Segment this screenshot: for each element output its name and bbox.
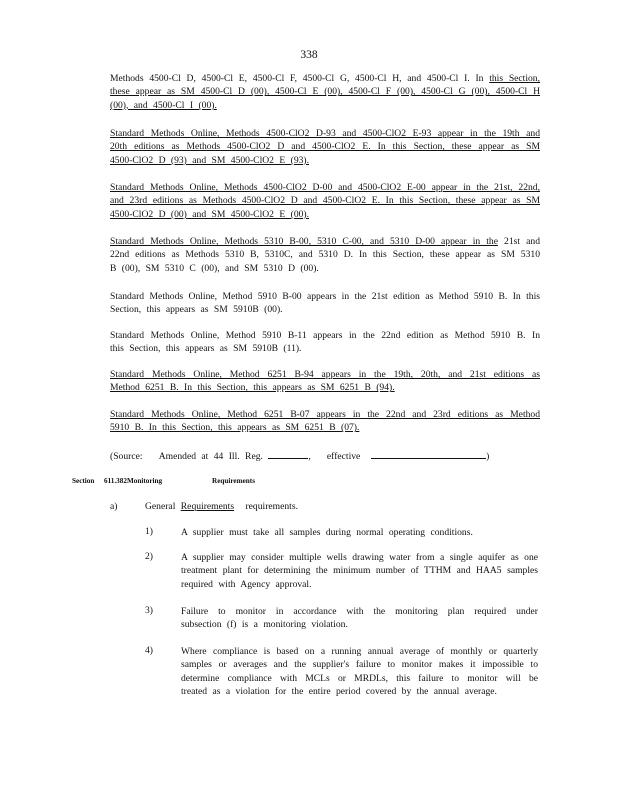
section-heading: [72, 477, 255, 485]
register-blank: [268, 449, 308, 459]
section-title-part2: Requirements: [212, 477, 255, 485]
paragraph-text: Standard Methods Online, Method 5910 B-11 appears in the 22nd edition as Method 5910 B. In this Section, this appears as SM 5910B (11).: [110, 330, 540, 355]
paragraph-5910-00: [110, 290, 540, 317]
item-text: A supplier must take all samples during normal operating conditions.: [181, 527, 473, 538]
paragraph-underlined-text: Standard Methods Online, Methods 4500-ClO2 D-00 and 4500-ClO2 E-00 appear in the 21st, 22nd, and 23rd editions as Methods 4500-ClO2 D and 4500-ClO2 E. In this Section, these appear as SM 4500-ClO2 D (00) and SM 4500-ClO2 E (00).: [110, 182, 540, 220]
section-number-title: [104, 477, 162, 485]
subsection-a-label: a): [110, 501, 118, 512]
subsection-a-underlined: Requirements: [180, 501, 235, 512]
paragraph-underlined-text: Standard Methods Online, Methods 4500-ClO2 D-93 and 4500-ClO2 E-93 appear in the 19th and 20th editions as Methods 4500-ClO2 D and 4500-ClO2 E. In this Section, these appear as SM 4500-ClO2 D (93) and SM 4500-ClO2 E (93).: [110, 128, 540, 166]
source-comma: ,: [308, 451, 311, 462]
paragraph-text: 21st and 22nd editions as Methods 5310 B, 5310C, and 5310 D. In this Section, these appear as SM 5310 B (00), SM 5310 C (00), and SM 5310 D (00).: [110, 236, 540, 274]
source-effective: effective: [326, 451, 361, 462]
item-number: 1): [145, 526, 153, 537]
paragraph-text: Standard Methods Online, Method 5910 B-00 appears in the 21st edition as Method 5910 B. In this Section, this appears as SM 5910B (00).: [110, 291, 540, 316]
effective-date-blank: [371, 449, 486, 459]
section-title-part1: Monitoring: [126, 477, 163, 485]
page-number: 338: [300, 49, 318, 61]
paragraph-5910-11: [110, 329, 540, 356]
item-text: Where compliance is based on a running annual average of monthly or quarterly samples or averages and the supplier's failure to monitor makes it impossible to determine compliance with MCLs or MRDLs, this failure to monitor will be treated as a violation for the entire period covered by the annual average.: [181, 646, 538, 698]
paragraph-5310: [110, 235, 540, 275]
item-text: Failure to monitor in accordance with the monitoring plan required under subsection (f) is a monitoring violation.: [181, 606, 538, 631]
paragraph-underlined-text: Standard Methods Online, Method 6251 B-07 appears in the 22nd and 23rd editions as Method 5910 B. In this Section, this appears as SM 6251 B (07).: [110, 409, 540, 434]
paragraph-text: Methods 4500-Cl D, 4500-Cl E, 4500-Cl F, 4500-Cl G, 4500-Cl H, and 4500-Cl I. In: [110, 73, 490, 84]
paragraph-clo2-93: [110, 127, 540, 167]
item-number: 3): [145, 605, 153, 616]
item-text: A supplier may consider multiple wells drawing water from a single aquifer as one treatment plant for determining the minimum number of TTHM and HAA5 samples required with Agency approval.: [181, 552, 538, 590]
source-note: [110, 449, 540, 463]
paragraph-underlined-text: Standard Methods Online, Methods 5310 B-00, 5310 C-00, and 5310 D-00 appear in the: [110, 236, 498, 247]
paragraph-underlined-text: Standard Methods Online, Method 6251 B-94 appears in the 19th, 20th, and 21st editions as Method 6251 B. In this Section, this appears as SM 6251 B (94).: [110, 369, 540, 394]
subsection-a-after: requirements.: [245, 501, 298, 512]
paragraph-6251-94: [110, 368, 540, 395]
paragraph-chlorine-methods: [110, 72, 540, 112]
source-close: ): [486, 451, 490, 462]
subsection-a-text: General: [145, 501, 176, 512]
section-label: Section: [72, 477, 95, 485]
paragraph-clo2-00: [110, 181, 540, 221]
paragraph-underlined-text: this Section, these appear as SM 4500-Cl D (00), 4500-Cl E (00), 4500-Cl F (00), 4500-Cl G (00), 4500-Cl H (00), and 4500-Cl I (00).: [110, 73, 540, 111]
source-amended: Amended at 44 Ill. Reg.: [158, 451, 263, 462]
paragraph-6251-07: [110, 408, 540, 435]
source-prefix: (Source:: [110, 451, 143, 462]
subsection-a-heading: [145, 501, 298, 512]
item-number: 4): [145, 645, 153, 656]
item-number: 2): [145, 551, 153, 562]
section-number: 611.382: [104, 477, 127, 485]
